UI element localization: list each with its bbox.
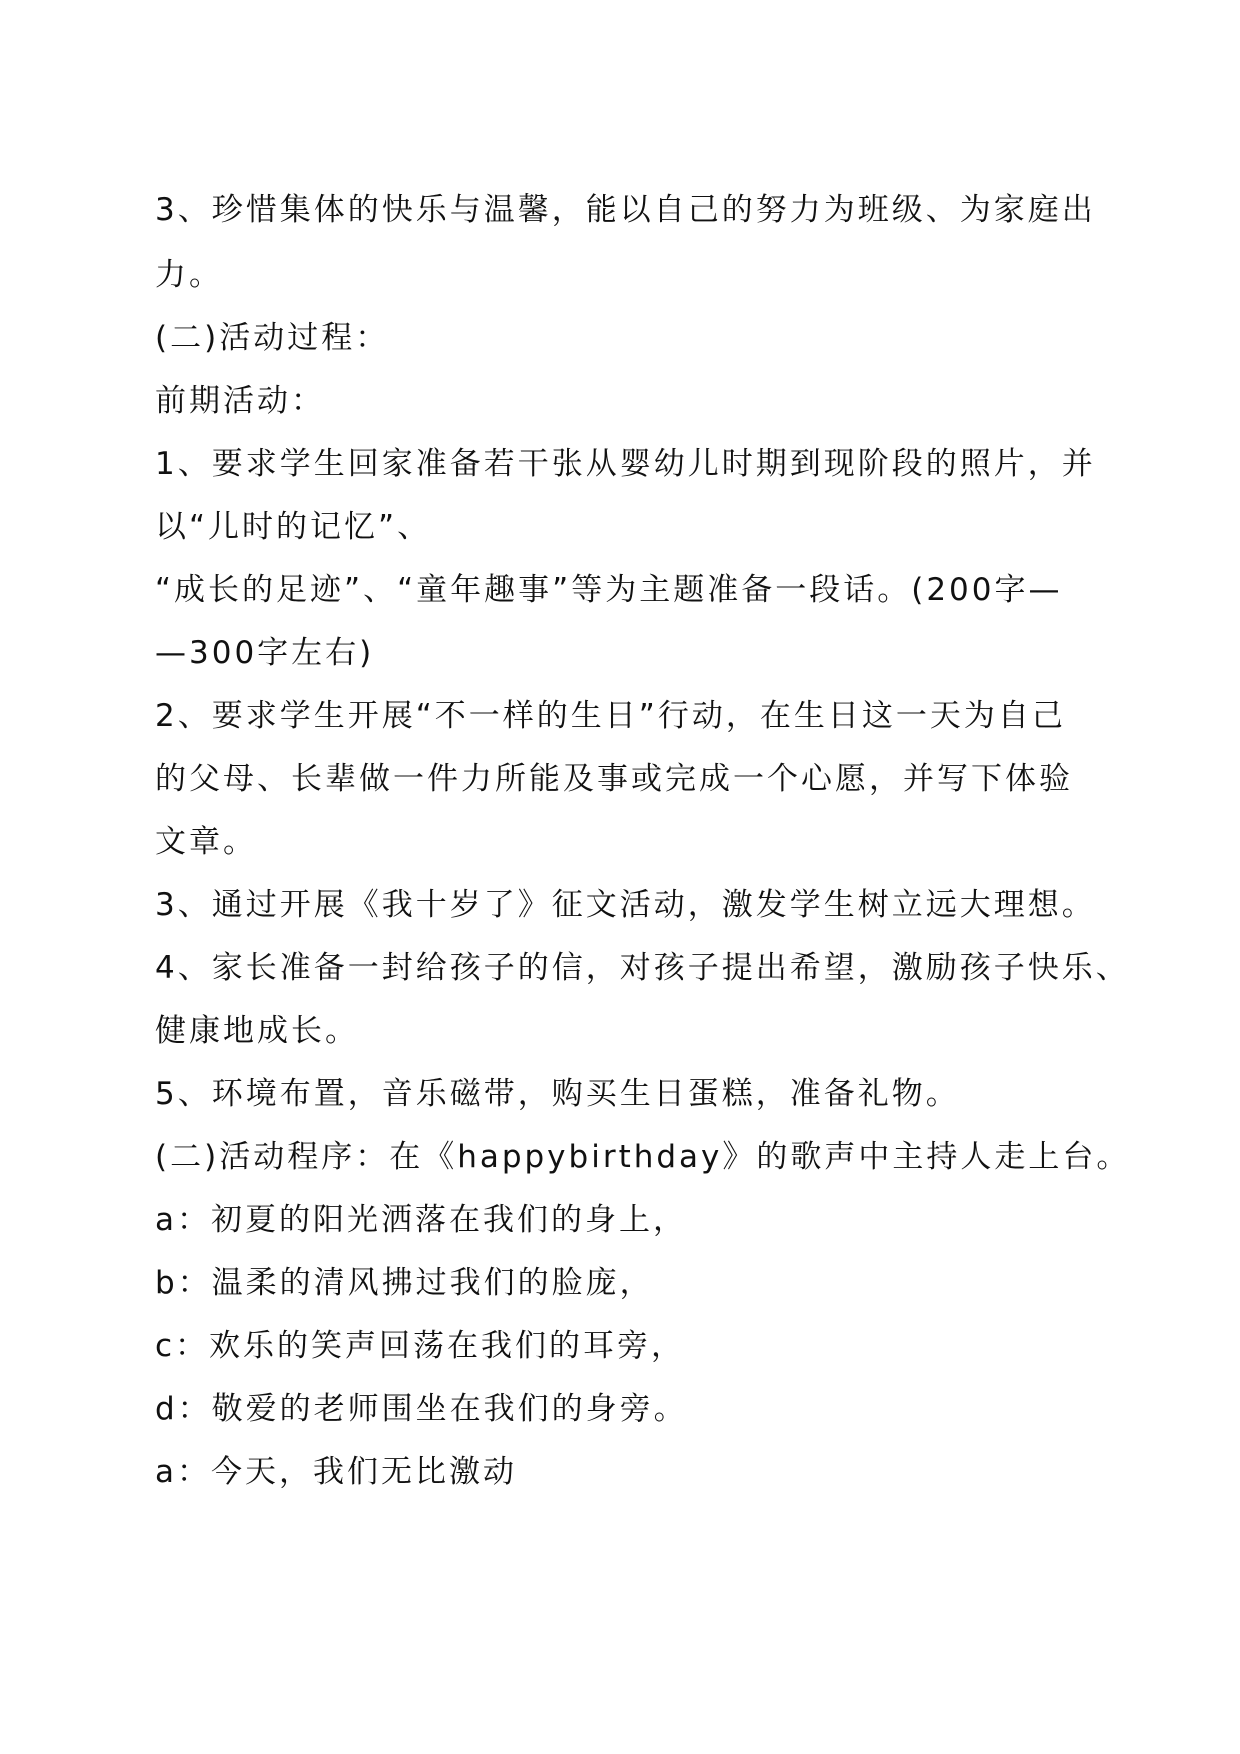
text-line: 以“儿时的记忆”、 [155,509,432,545]
dialogue-line: a：初夏的阳光洒落在我们的身上， [155,1202,687,1238]
dialogue-line: a：今天，我们无比激动 [155,1454,517,1490]
dialogue-line: b：温柔的清风拂过我们的脸庞， [155,1265,654,1301]
dialogue-line: d：敬爱的老师围坐在我们的身旁。 [155,1391,688,1427]
text-line: 2、要求学生开展“不一样的生日”行动，在生日这一天为自己 [155,698,1066,734]
subsection-heading: 前期活动： [155,383,325,419]
text-line: —300字左右) [155,635,375,671]
text-line: 5、环境布置，音乐磁带，购买生日蛋糕，准备礼物。 [155,1076,960,1112]
text-line: 健康地成长。 [155,1013,359,1049]
text-line: 的父母、长辈做一件力所能及事或完成一个心愿，并写下体验 [155,761,1073,797]
section-heading: (二)活动程序：在《happybirthday》的歌声中主持人走上台。 [155,1139,1131,1175]
text-line: “成长的足迹”、“童年趣事”等为主题准备一段话。(200字— [155,572,1063,608]
text-line: 文章。 [155,824,257,860]
text-line: 4、家长准备一封给孩子的信，对孩子提出希望，激励孩子快乐、 [155,950,1130,986]
text-line: 力。 [155,257,223,293]
text-line: 3、珍惜集体的快乐与温馨，能以自己的努力为班级、为家庭出 [155,192,1096,228]
text-line: 3、通过开展《我十岁了》征文活动，激发学生树立远大理想。 [155,887,1096,923]
text-line: 1、要求学生回家准备若干张从婴幼儿时期到现阶段的照片，并 [155,446,1096,482]
section-heading: (二)活动过程： [155,320,390,356]
dialogue-line: c：欢乐的笑声回荡在我们的耳旁， [155,1328,686,1364]
